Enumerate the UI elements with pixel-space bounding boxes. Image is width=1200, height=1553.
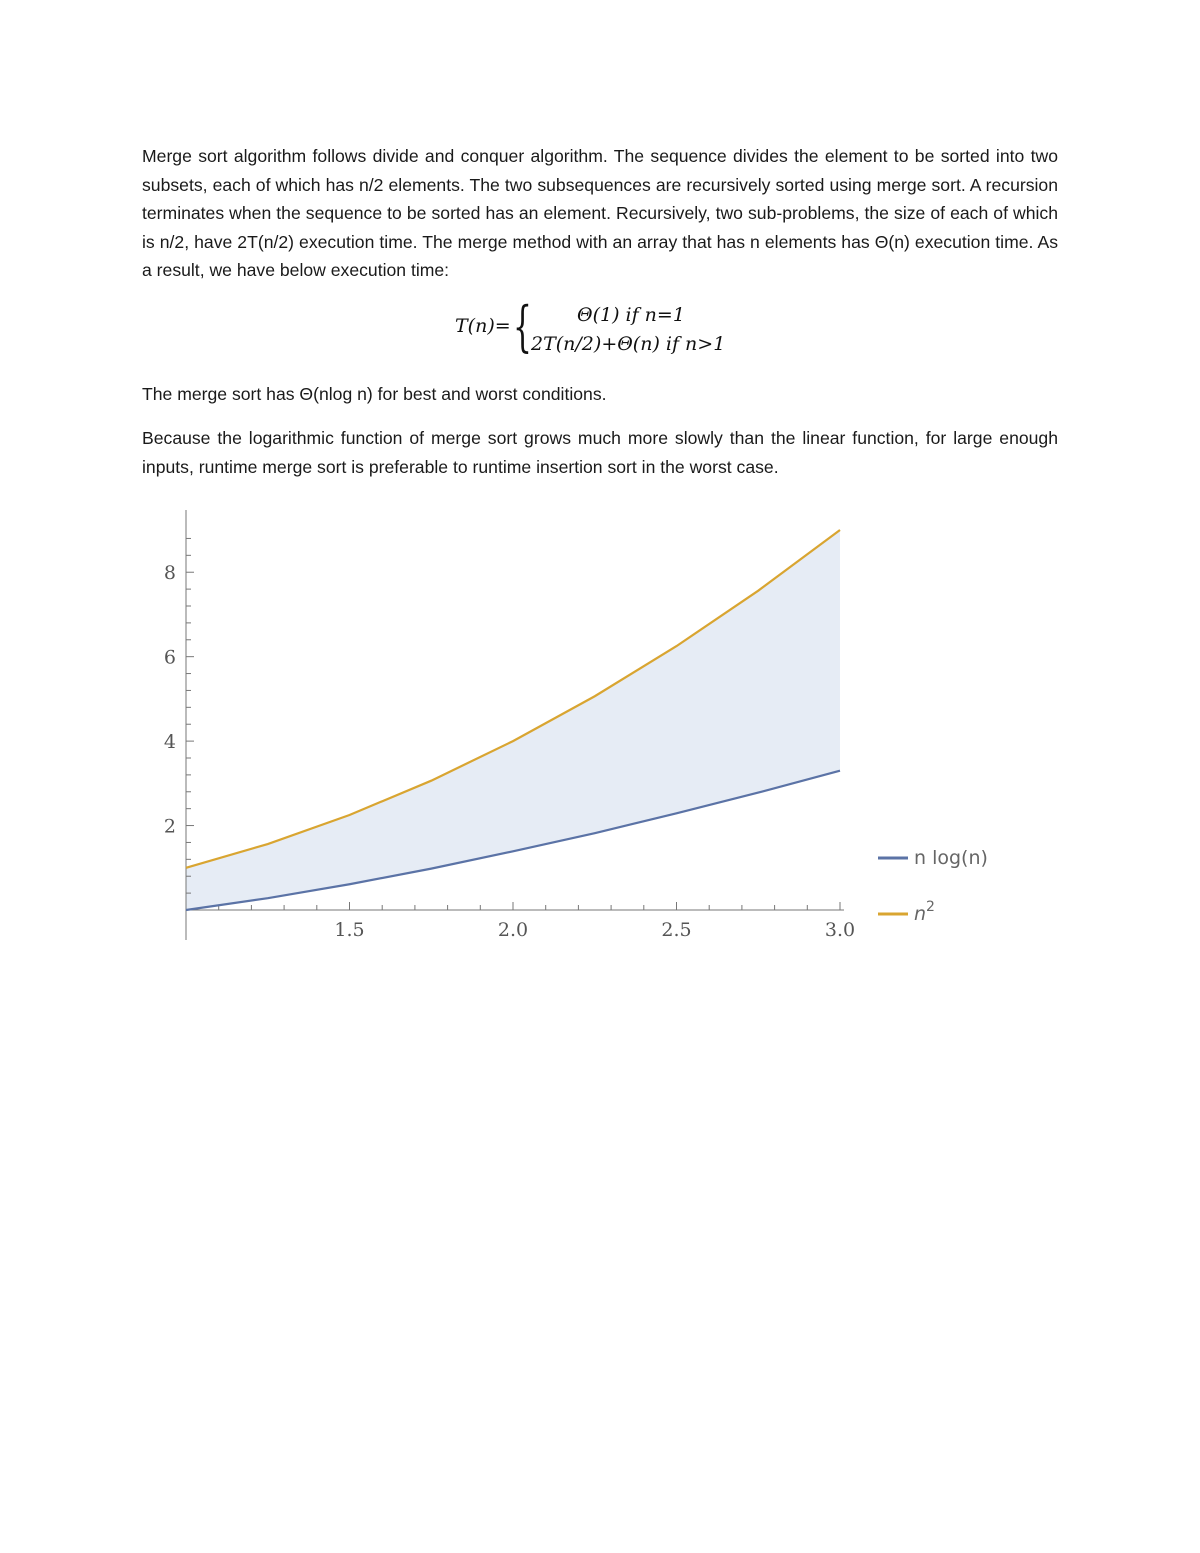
y-tick-label: 8: [163, 562, 176, 585]
formula-case-recursive: 2T(n/2)+Θ(n) if n>1: [531, 333, 726, 355]
y-tick-label: 4: [163, 731, 176, 754]
fill-between-area: [186, 530, 840, 910]
y-tick-label: 6: [163, 646, 176, 669]
paragraph-intro: Merge sort algorithm follows divide and conquer algorithm. The sequence divides the element to be sorted into two subsets, each of which has n/2 elements. The two subsequences are recursively sorted using merge sort. A recursion terminates when the sequence to be sorted has an element. Recursively, two sub-problems, the size of each of which is n/2, have 2T(n/2) execution time. The merge method with an array that has n elements has Θ(n) execution time. As a result, we have below execution time:: [142, 146, 1058, 280]
formula-brace: {: [513, 295, 532, 358]
growth-chart: [150, 500, 1010, 950]
legend-label-0: n log(n): [914, 847, 988, 869]
y-tick-label: 2: [163, 815, 176, 838]
x-tick-label: 1.5: [334, 919, 365, 941]
x-tick-label: 2.0: [497, 919, 529, 941]
recurrence-formula: [455, 295, 755, 364]
paragraph-comparison: Because the logarithmic function of merge sort grows much more slowly than the linear function, for large enough inputs, runtime merge sort is preferable to runtime insertion sort in the worst case.: [142, 428, 1058, 477]
formula-case-base: Θ(1) if n=1: [577, 304, 685, 326]
legend-label-1: $n^2$: [914, 899, 935, 925]
formula-lhs: T(n)=: [455, 315, 511, 337]
x-tick-label: 3.0: [824, 919, 856, 941]
paragraph-complexity: The merge sort has Θ(nlog n) for best and worst conditions.: [142, 384, 607, 404]
x-tick-label: 2.5: [661, 919, 692, 941]
